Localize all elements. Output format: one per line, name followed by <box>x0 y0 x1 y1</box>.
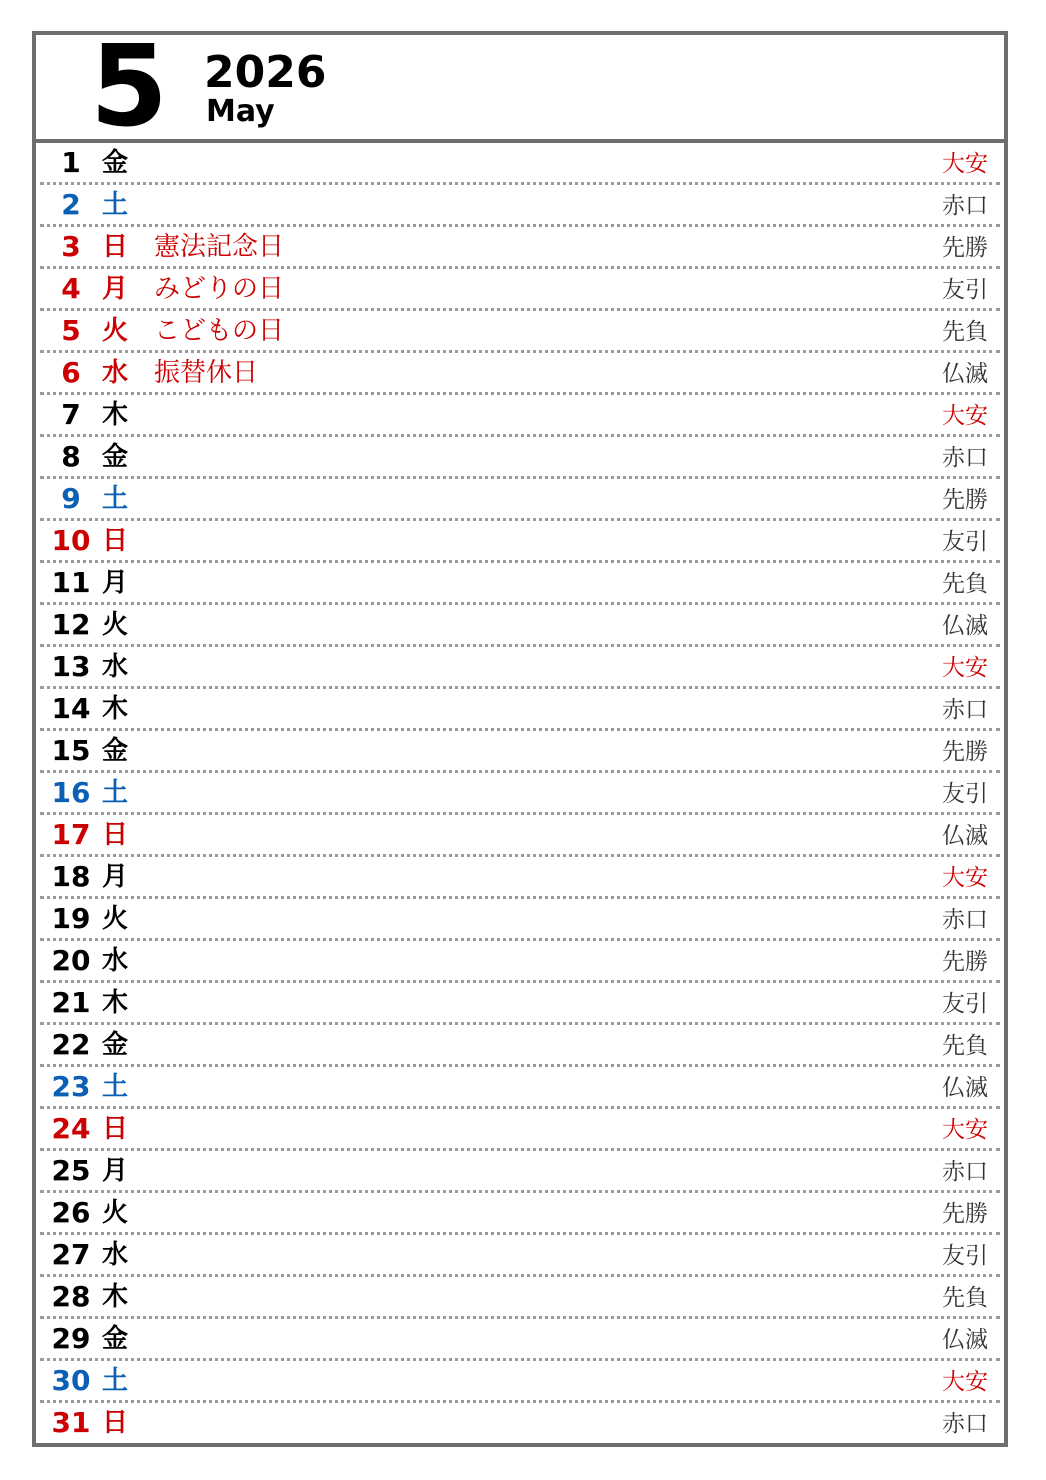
day-row <box>40 1361 1000 1403</box>
rokuyo-label: 仏滅 <box>942 1327 988 1353</box>
weekday-label: 日 <box>102 232 129 262</box>
day-row <box>40 1109 1000 1151</box>
weekday-label: 火 <box>102 316 129 346</box>
day-row <box>40 1319 1000 1361</box>
weekday-label: 火 <box>102 1198 129 1228</box>
day-number: 2 <box>61 188 81 221</box>
day-row <box>40 731 1000 773</box>
day-number: 14 <box>51 692 91 725</box>
weekday-label: 火 <box>102 904 129 934</box>
day-row <box>40 1403 1000 1445</box>
year-label: 2026 <box>204 47 327 98</box>
day-number: 9 <box>61 482 81 515</box>
day-number: 17 <box>51 818 91 851</box>
weekday-label: 水 <box>102 358 129 388</box>
day-row <box>40 227 1000 269</box>
rokuyo-label: 赤口 <box>942 445 988 471</box>
weekday-label: 木 <box>102 988 129 1018</box>
day-number: 20 <box>51 944 91 977</box>
holiday-name: 振替休日 <box>154 358 259 388</box>
rokuyo-label: 先勝 <box>942 235 988 261</box>
day-number: 13 <box>51 650 91 683</box>
weekday-label: 月 <box>102 274 129 304</box>
month-name: May <box>206 94 275 129</box>
rokuyo-label: 友引 <box>942 991 988 1017</box>
day-row <box>40 1067 1000 1109</box>
day-number: 4 <box>61 272 81 305</box>
weekday-label: 金 <box>102 1324 129 1354</box>
rokuyo-label: 大安 <box>942 655 988 681</box>
weekday-label: 木 <box>102 694 129 724</box>
day-number: 19 <box>51 902 91 935</box>
day-row <box>40 899 1000 941</box>
day-number: 12 <box>51 608 91 641</box>
day-number: 28 <box>51 1280 91 1313</box>
rokuyo-label: 赤口 <box>942 907 988 933</box>
rokuyo-label: 友引 <box>942 781 988 807</box>
rokuyo-label: 赤口 <box>942 193 988 219</box>
rokuyo-label: 大安 <box>942 865 988 891</box>
day-row <box>40 941 1000 983</box>
weekday-label: 火 <box>102 610 129 640</box>
weekday-label: 水 <box>102 652 129 682</box>
day-number: 1 <box>61 146 81 179</box>
weekday-label: 土 <box>102 1072 129 1102</box>
weekday-label: 日 <box>102 1114 129 1144</box>
rokuyo-label: 大安 <box>942 151 988 177</box>
day-list <box>40 143 1000 1445</box>
weekday-label: 土 <box>102 484 129 514</box>
day-number: 18 <box>51 860 91 893</box>
day-row <box>40 857 1000 899</box>
day-row <box>40 185 1000 227</box>
day-number: 5 <box>61 314 81 347</box>
rokuyo-label: 先勝 <box>942 739 988 765</box>
rokuyo-label: 赤口 <box>942 1159 988 1185</box>
day-number: 10 <box>51 524 91 557</box>
day-row <box>40 353 1000 395</box>
day-number: 27 <box>51 1238 91 1271</box>
day-row <box>40 1151 1000 1193</box>
rokuyo-label: 友引 <box>942 277 988 303</box>
rokuyo-label: 大安 <box>942 1369 988 1395</box>
rokuyo-label: 赤口 <box>942 1411 988 1437</box>
day-row <box>40 521 1000 563</box>
weekday-label: 金 <box>102 1030 129 1060</box>
rokuyo-label: 先負 <box>942 1033 988 1059</box>
rokuyo-label: 先勝 <box>942 487 988 513</box>
rokuyo-label: 大安 <box>942 403 988 429</box>
month-number: 5 <box>90 22 168 152</box>
weekday-label: 月 <box>102 862 129 892</box>
weekday-label: 金 <box>102 736 129 766</box>
weekday-label: 金 <box>102 148 129 178</box>
rokuyo-label: 先負 <box>942 571 988 597</box>
day-row <box>40 311 1000 353</box>
rokuyo-label: 仏滅 <box>942 1075 988 1101</box>
day-row <box>40 647 1000 689</box>
weekday-label: 月 <box>102 1156 129 1186</box>
weekday-label: 土 <box>102 190 129 220</box>
day-number: 3 <box>61 230 81 263</box>
day-number: 16 <box>51 776 91 809</box>
rokuyo-label: 赤口 <box>942 697 988 723</box>
day-row <box>40 1277 1000 1319</box>
day-number: 21 <box>51 986 91 1019</box>
day-row <box>40 269 1000 311</box>
rokuyo-label: 友引 <box>942 1243 988 1269</box>
day-number: 22 <box>51 1028 91 1061</box>
weekday-label: 水 <box>102 946 129 976</box>
rokuyo-label: 先勝 <box>942 1201 988 1227</box>
weekday-label: 日 <box>102 526 129 556</box>
day-row <box>40 479 1000 521</box>
rokuyo-label: 友引 <box>942 529 988 555</box>
day-row <box>40 605 1000 647</box>
day-row <box>40 983 1000 1025</box>
rokuyo-label: 仏滅 <box>942 613 988 639</box>
rokuyo-label: 仏滅 <box>942 823 988 849</box>
day-row <box>40 1235 1000 1277</box>
day-number: 15 <box>51 734 91 767</box>
rokuyo-label: 先負 <box>942 319 988 345</box>
holiday-name: 憲法記念日 <box>154 232 285 262</box>
day-number: 30 <box>51 1364 91 1397</box>
day-row <box>40 689 1000 731</box>
weekday-label: 日 <box>102 1408 129 1438</box>
day-number: 23 <box>51 1070 91 1103</box>
rokuyo-label: 仏滅 <box>942 361 988 387</box>
weekday-label: 土 <box>102 1366 129 1396</box>
day-row <box>40 143 1000 185</box>
day-row <box>40 773 1000 815</box>
day-row <box>40 437 1000 479</box>
calendar-header <box>36 22 1004 152</box>
rokuyo-label: 先勝 <box>942 949 988 975</box>
day-number: 31 <box>51 1406 91 1439</box>
rokuyo-label: 大安 <box>942 1117 988 1143</box>
holiday-name: こどもの日 <box>154 316 285 346</box>
weekday-label: 木 <box>102 1282 129 1312</box>
weekday-label: 月 <box>102 568 129 598</box>
weekday-label: 土 <box>102 778 129 808</box>
day-row <box>40 1193 1000 1235</box>
day-number: 25 <box>51 1154 91 1187</box>
weekday-label: 水 <box>102 1240 129 1270</box>
day-row <box>40 815 1000 857</box>
calendar-page <box>32 22 1008 1447</box>
day-number: 29 <box>51 1322 91 1355</box>
day-number: 26 <box>51 1196 91 1229</box>
day-number: 8 <box>61 440 81 473</box>
weekday-label: 日 <box>102 820 129 850</box>
weekday-label: 木 <box>102 400 129 430</box>
rokuyo-label: 先負 <box>942 1285 988 1311</box>
day-row <box>40 1025 1000 1067</box>
day-row <box>40 395 1000 437</box>
day-number: 24 <box>51 1112 91 1145</box>
day-number: 11 <box>51 566 91 599</box>
holiday-name: みどりの日 <box>154 274 285 304</box>
day-number: 6 <box>61 356 81 389</box>
day-row <box>40 563 1000 605</box>
day-number: 7 <box>61 398 81 431</box>
weekday-label: 金 <box>102 442 129 472</box>
